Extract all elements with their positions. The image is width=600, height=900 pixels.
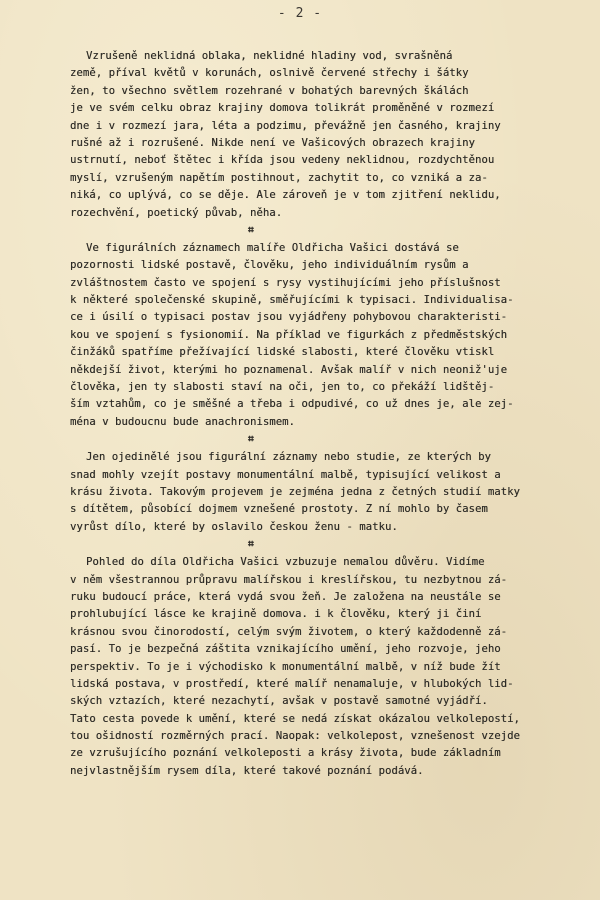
text-line: ruku budoucí práce, která vydá svou žeň. Je založena na neustále se bbox=[70, 590, 501, 603]
text-line: rušné až i rozrušené. Nikde není ve Vašicových obrazech krajiny bbox=[70, 136, 475, 149]
text-line: perspektiv. To je i východisko k monumentální malbě, v níž bude žít bbox=[70, 660, 501, 673]
text-line: Tato cesta povede k umění, které se nedá získat okázalou velkolepostí, bbox=[70, 712, 520, 725]
text-line: niká, co uplývá, co se děje. Ale zároveň je v tom zjitření neklidu, bbox=[70, 189, 501, 202]
text-line: k některé společenské skupině, směřujícími k typisaci. Individualisa- bbox=[70, 294, 514, 307]
page-number: - 2 - bbox=[277, 6, 323, 21]
text-line: někdejší život, kterými ho poznamenal. Avšak malíř v nich neoniž'uje bbox=[70, 363, 508, 376]
text-line: žen, to všechno světlem rozehrané v bohatých barevných škálách bbox=[70, 84, 469, 97]
section-separator: ⌗ bbox=[248, 224, 254, 236]
text-line: činžáků spatříme přežívající lidské slabosti, které člověku vtiskl bbox=[70, 346, 495, 359]
text-line: tou ošidností rozměrných prací. Naopak: velkolepost, vznešenost vzejde bbox=[70, 730, 520, 743]
text-line: Jen ojedinělé jsou figurální záznamy nebo studie, ze kterých by bbox=[86, 451, 491, 464]
text-line: ména v budoucnu bude anachronismem. bbox=[70, 415, 295, 428]
text-line: prohlubující lásce ke krajině domova. i k člověku, který ji činí bbox=[70, 608, 482, 621]
typewritten-text bbox=[70, 48, 592, 780]
text-line: v něm všestrannou průpravu malířskou i kreslířskou, tu nezbytnou zá- bbox=[70, 573, 508, 586]
section-separator: ⌗ bbox=[248, 434, 254, 446]
text-line: země, příval květů v korunách, oslnivě červené střechy i šátky bbox=[70, 67, 469, 80]
text-line: pasí. To je bezpečná záštita vznikajícího umění, jeho rozvoje, jeho bbox=[70, 643, 501, 656]
text-line: zvláštnostem často ve spojení s rysy vystihujícími jeho příslušnost bbox=[70, 276, 501, 289]
section-separator: ⌗ bbox=[248, 539, 254, 551]
text-line: kou ve spojení s fysionomií. Na příklad ve figurkách z předměstských bbox=[70, 328, 508, 341]
text-line: myslí, vzrušeným napětím postihnout, zachytit to, co vzniká a za- bbox=[70, 171, 488, 184]
text-line: ských vztazích, které nezachytí, avšak v postavě samotné vyjádří. bbox=[70, 695, 488, 708]
text-line: dne i v rozmezí jara, léta a podzimu, převážně jen časného, krajiny bbox=[70, 119, 501, 132]
text-line: nejvlastnějším rysem díla, které takové poznání podává. bbox=[70, 764, 424, 777]
text-line: ce i úsilí o typisaci postav jsou vyjádřeny pohybovou charakteristi- bbox=[70, 311, 508, 324]
text-line: je ve svém celku obraz krajiny domova tolikrát proměněné v rozmezí bbox=[70, 102, 495, 115]
text-line: člověka, jen ty slabosti staví na oči, jen to, co překáží lidštěj- bbox=[70, 381, 495, 394]
text-line: Vzrušeně neklidná oblaka, neklidné hladiny vod, svrašněná bbox=[86, 50, 453, 62]
text-line: Pohled do díla Oldřicha Vašici vzbuzuje nemalou důvěru. Vidíme bbox=[86, 556, 485, 569]
text-line: lidská postava, v prostředí, které malíř nenamaluje, v hlubokých lid- bbox=[70, 677, 514, 690]
text-line: rozechvění, poetický půvab, něha. bbox=[70, 206, 283, 219]
text-line: snad mohly vzejít postavy monumentální malbě, typisující velikost a bbox=[70, 468, 501, 481]
text-line: s dítětem, působící dojmem vznešené prostoty. Z ní mohlo by časem bbox=[70, 503, 488, 516]
text-line: ze vzrušujícího poznání velkoleposti a krásy života, bude základním bbox=[70, 747, 501, 760]
text-line: krásu života. Takovým projevem je zejména jedna z četných studií matky bbox=[70, 485, 520, 498]
text-line: ším vztahům, co je směšné a třeba i odpudivé, co už dnes je, ale zej- bbox=[70, 398, 514, 411]
text-line: vyrůst dílo, které by oslavilo českou ženu - matku. bbox=[70, 520, 398, 533]
text-line: pozornosti lidské postavě, člověku, jeho individuálním rysům a bbox=[70, 259, 469, 272]
text-line: ustrnutí, neboť štětec i křída jsou vedeny neklidnou, rozdychtěnou bbox=[70, 154, 495, 167]
text-line: Ve figurálních záznamech malíře Oldřicha Vašici dostává se bbox=[86, 241, 459, 254]
text-line: krásnou svou činorodostí, celým svým životem, o který každodenně zá- bbox=[70, 625, 508, 638]
